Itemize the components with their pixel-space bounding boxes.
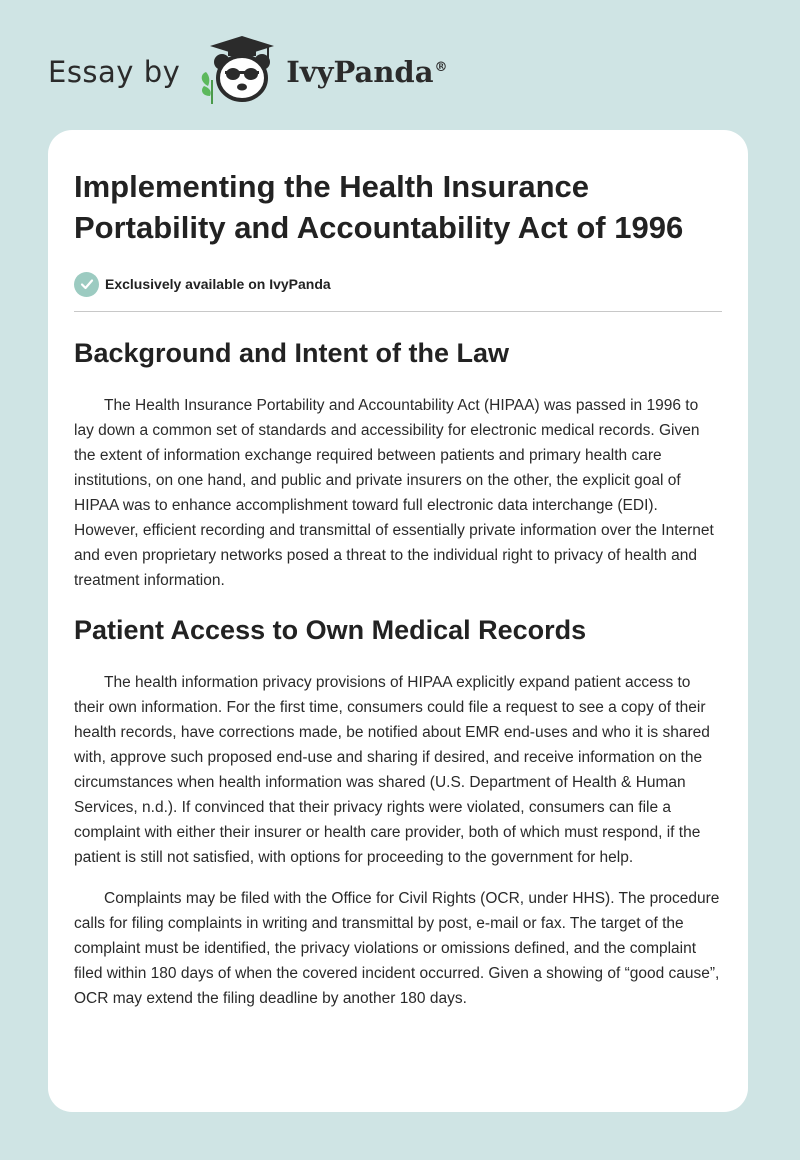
- essay-card: [48, 130, 748, 1112]
- check-icon: [74, 272, 99, 297]
- brand-name[interactable]: [286, 55, 447, 89]
- divider: [74, 311, 722, 312]
- essay-title: Implementing the Health Insurance Portability and Accountability Act of 1996: [74, 169, 684, 245]
- paragraph: Complaints may be filed with the Office for Civil Rights (OCR, under HHS). The procedure calls for filing complaints in writing and transmittal by post, e-mail or fax. The target of the complaint must be identified, the privacy violations or omissions defined, and the complaint filed within 180 days of when the covered incident occurred. Given a showing of “good cause”, OCR may extend the filing deadline by another 180 days.: [74, 890, 720, 1007]
- badge-label: Exclusively available on IvyPanda: [105, 276, 331, 292]
- essay-content: [74, 166, 722, 1011]
- brand-text: IvyPanda: [286, 55, 434, 89]
- essay-by-label: Essay by: [48, 55, 181, 89]
- section-heading: Background and Intent of the Law: [74, 338, 510, 368]
- site-header: [48, 36, 448, 108]
- paragraph: The Health Insurance Portability and Accountability Act (HIPAA) was passed in 1996 to lay down a common set of standards and accessibility for electronic medical records. Given the extent of information exchange required between patients and primary health care institutions, on one hand, and public and private insurers on the other, the explicit goal of HIPAA was to enhance accomplishment toward full electronic data interchange (EDI). However, efficient recording and transmittal of essentially private information over the Internet and even proprietary networks posed a threat to the individual right to privacy of health and treatment information.: [74, 397, 714, 589]
- exclusive-badge: [74, 270, 722, 298]
- section-heading: Patient Access to Own Medical Records: [74, 615, 587, 645]
- paragraph: The health information privacy provisions of HIPAA explicitly expand patient access to their own information. For the first time, consumers could file a request to see a copy of their health records, have corrections made, be notified about EMR end-uses and who it is shared with, approve such proposed end-use and sharing if desired, and receive information on the circumstances when health information was shared (U.S. Department of Health & Human Services, n.d.). If convinced that their privacy rights were violated, consumers can file a complaint with either their insurer or health care provider, both of which must respond, if the patient is still not satisfied, with options for proceeding to the government for help.: [74, 674, 710, 866]
- registered-mark: ®: [434, 60, 448, 76]
- ivypanda-logo-icon[interactable]: [198, 34, 286, 111]
